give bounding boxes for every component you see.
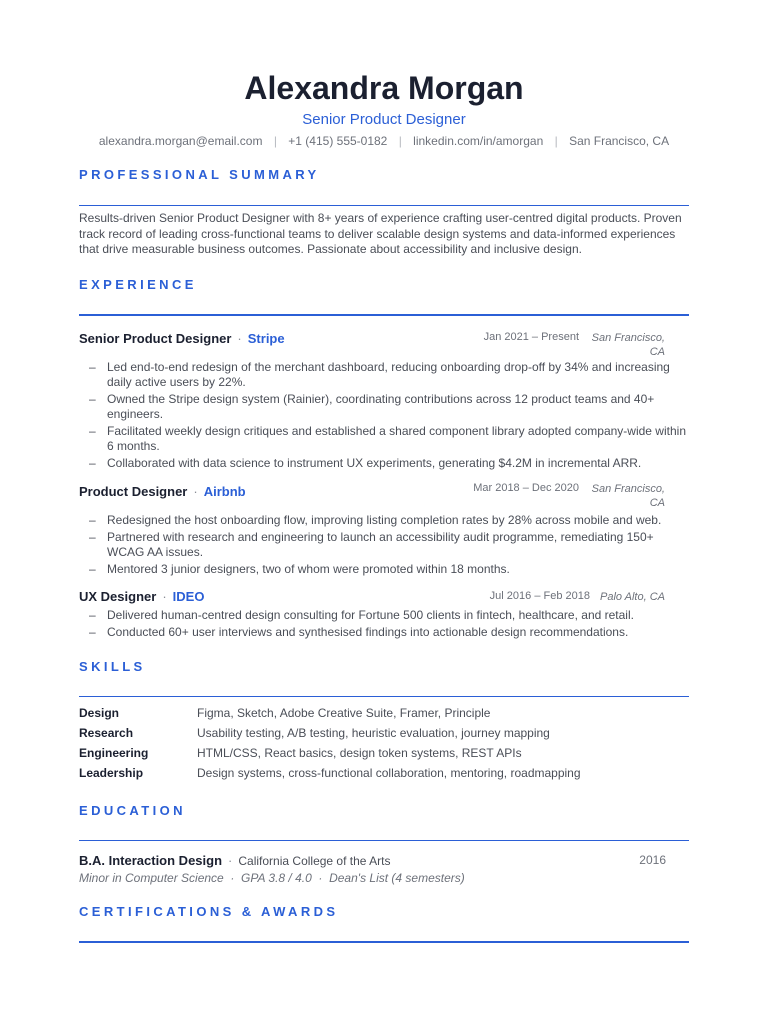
skill-category: Leadership bbox=[79, 766, 144, 780]
job-header bbox=[79, 484, 246, 499]
job-bullets bbox=[89, 360, 689, 473]
job-header bbox=[79, 589, 204, 604]
education-details: Minor in Computer Science · GPA 3.8 / 4.0 · Dean's List (4 semesters) bbox=[79, 871, 465, 885]
job-dates: Jul 2016 – Feb 2018 bbox=[489, 590, 590, 602]
bullet-dash: – bbox=[89, 625, 96, 639]
section-divider bbox=[79, 941, 689, 943]
education-degree: B.A. Interaction Design bbox=[79, 853, 223, 868]
contact-email[interactable]: alexandra.morgan@email.com bbox=[98, 134, 263, 148]
skill-category: Research bbox=[79, 726, 134, 740]
bullet-dash: – bbox=[89, 608, 96, 622]
job-dates: Jan 2021 – Present bbox=[483, 331, 579, 343]
job-role: UX Designer bbox=[79, 589, 157, 604]
bullet-text: Mentored 3 junior designers, two of whom were promoted within 18 months. bbox=[107, 562, 510, 576]
section-divider bbox=[79, 840, 689, 841]
bullet-dash: – bbox=[89, 513, 96, 527]
job-meta bbox=[484, 331, 665, 359]
bullet-text: Delivered human-centred design consulting for Fortune 500 clients in fintech, healthcare, and retail. bbox=[107, 608, 634, 622]
bullet-dash: – bbox=[89, 530, 96, 544]
job-location: San Francisco, CA bbox=[591, 332, 665, 358]
candidate-title: Senior Product Designer bbox=[302, 111, 466, 128]
section-heading-summary: PROFESSIONAL SUMMARY bbox=[79, 167, 320, 182]
job-meta bbox=[490, 590, 665, 604]
contact-location: San Francisco, CA bbox=[569, 134, 670, 148]
separator-dot: · bbox=[228, 853, 233, 868]
section-heading-education: EDUCATION bbox=[79, 803, 186, 818]
bullet-text: Owned the Stripe design system (Rainier), coordinating contributions across 12 product teams and 40+ engineers. bbox=[107, 392, 655, 421]
summary-text: Results-driven Senior Product Designer with 8+ years of experience crafting user-centred digital products. Proven track record of leading cross-functional teams to deliver scalable design systems and data-informed experiences that drive measurable business outcomes. Passionate about accessibility and inclusive design. bbox=[79, 211, 682, 256]
job-company: Stripe bbox=[247, 331, 285, 346]
list-item bbox=[89, 424, 689, 454]
list-item bbox=[89, 513, 689, 528]
skill-category: Engineering bbox=[79, 746, 149, 760]
contact-linkedin[interactable]: linkedin.com/in/amorgan bbox=[413, 134, 544, 148]
job-header bbox=[79, 331, 285, 346]
list-item bbox=[89, 608, 689, 623]
job-bullets bbox=[89, 513, 689, 579]
bullet-text: Redesigned the host onboarding flow, improving listing completion rates by 28% across mobile and web. bbox=[107, 513, 662, 527]
bullet-text: Collaborated with data science to instrument UX experiments, generating $4.2M in incremental ARR. bbox=[107, 456, 642, 470]
section-divider bbox=[79, 314, 689, 316]
section-heading-skills: SKILLS bbox=[79, 659, 146, 674]
job-company: IDEO bbox=[172, 589, 205, 604]
job-location: San Francisco, CA bbox=[591, 483, 665, 509]
bullet-dash: – bbox=[89, 392, 96, 406]
bullet-dash: – bbox=[89, 360, 96, 374]
separator-dot: · bbox=[193, 484, 198, 499]
bullet-text: Led end-to-end redesign of the merchant dashboard, reducing onboarding drop-off by 34% and increasing daily active users by 22%. bbox=[107, 360, 670, 389]
job-bullets bbox=[89, 608, 689, 642]
education-school: California College of the Arts bbox=[238, 854, 391, 868]
job-location: Palo Alto, CA bbox=[599, 591, 665, 603]
separator-dot: · bbox=[237, 331, 242, 346]
bullet-text: Facilitated weekly design critiques and established a shared component library adopted company-wide within 6 months. bbox=[107, 424, 686, 453]
list-item bbox=[89, 360, 689, 390]
job-dates: Mar 2018 – Dec 2020 bbox=[473, 482, 579, 494]
job-role: Product Designer bbox=[79, 484, 188, 499]
job-role: Senior Product Designer bbox=[79, 331, 232, 346]
skill-items: HTML/CSS, React basics, design token systems, REST APIs bbox=[197, 746, 522, 760]
section-divider bbox=[79, 696, 689, 697]
contact-phone[interactable]: +1 (415) 555-0182 bbox=[288, 134, 388, 148]
list-item bbox=[89, 625, 689, 640]
section-divider bbox=[79, 205, 689, 206]
job-company: Airbnb bbox=[203, 484, 246, 499]
skill-items: Usability testing, A/B testing, heuristic evaluation, journey mapping bbox=[197, 726, 550, 740]
contact-line bbox=[0, 134, 768, 148]
contact-separator: | bbox=[554, 134, 558, 148]
skill-items: Figma, Sketch, Adobe Creative Suite, Framer, Principle bbox=[197, 706, 491, 720]
contact-separator: | bbox=[398, 134, 402, 148]
education-year: 2016 bbox=[639, 853, 666, 867]
list-item bbox=[89, 562, 689, 577]
list-item bbox=[89, 456, 689, 471]
job-meta bbox=[473, 482, 665, 510]
list-item bbox=[89, 530, 689, 560]
education-entry bbox=[79, 853, 390, 868]
bullet-text: Conducted 60+ user interviews and synthesised findings into actionable design recommendations. bbox=[107, 625, 629, 639]
list-item bbox=[89, 392, 689, 422]
candidate-name: Alexandra Morgan bbox=[244, 70, 524, 106]
contact-separator: | bbox=[273, 134, 277, 148]
separator-dot: · bbox=[162, 589, 167, 604]
skill-items: Design systems, cross-functional collaboration, mentoring, roadmapping bbox=[197, 766, 581, 780]
bullet-dash: – bbox=[89, 424, 96, 438]
bullet-dash: – bbox=[89, 456, 96, 470]
section-heading-experience: EXPERIENCE bbox=[79, 277, 197, 292]
bullet-text: Partnered with research and engineering to launch an accessibility audit programme, remediating 150+ WCAG AA issues. bbox=[107, 530, 654, 559]
bullet-dash: – bbox=[89, 562, 96, 576]
section-heading-certifications: CERTIFICATIONS & AWARDS bbox=[79, 904, 339, 919]
skill-category: Design bbox=[79, 706, 120, 720]
